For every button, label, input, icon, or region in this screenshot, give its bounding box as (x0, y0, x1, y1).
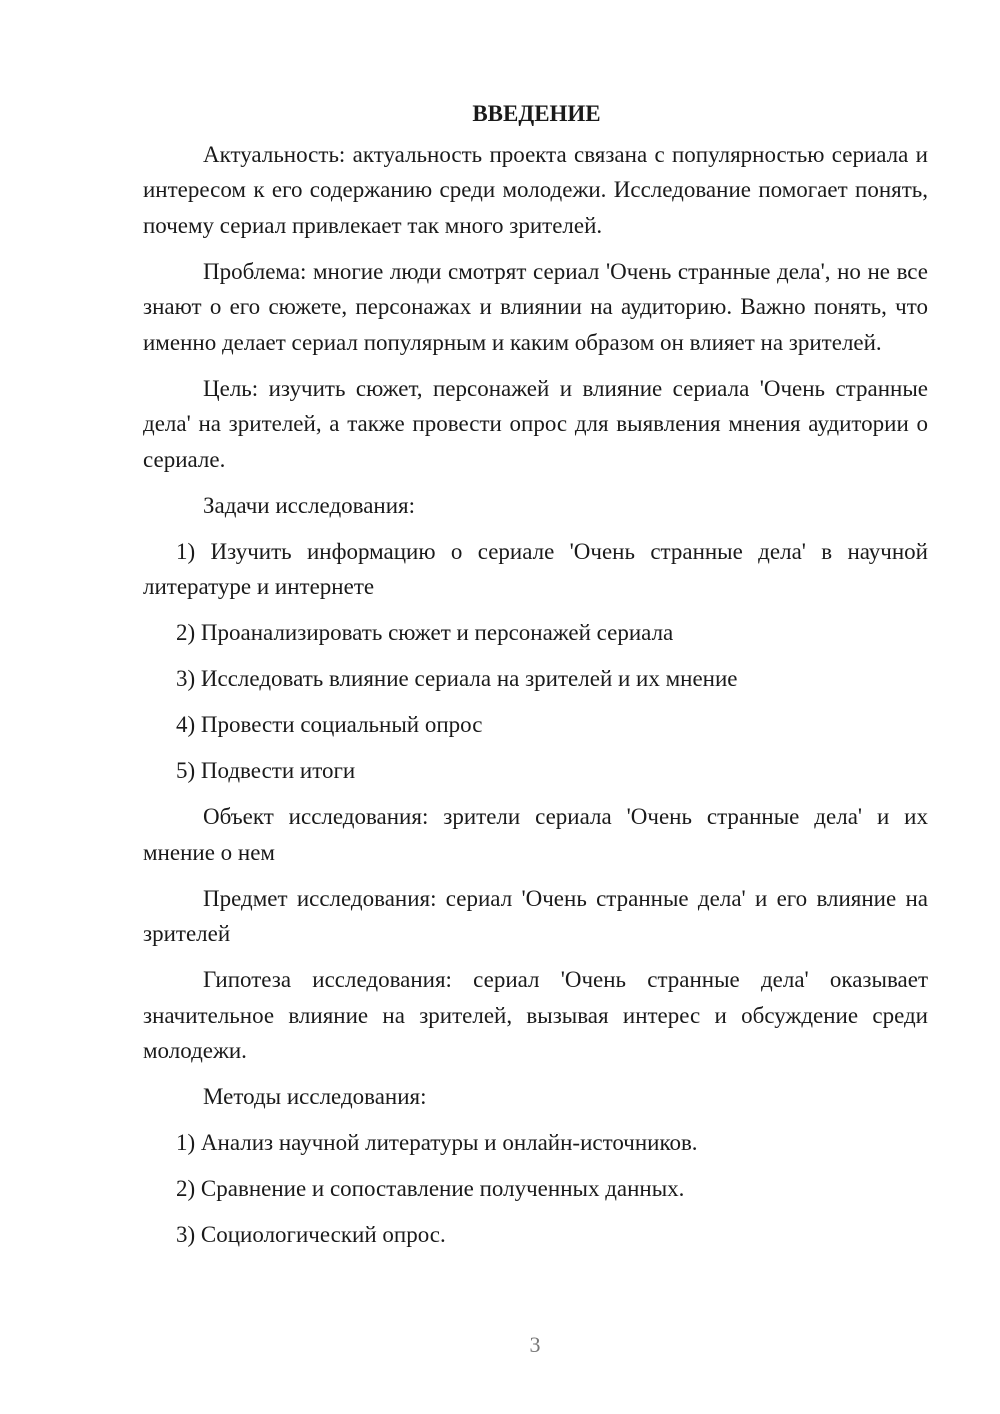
problem-paragraph: Проблема: многие люди смотрят сериал 'Очень странные дела', но не все знают о его сюжете, персонажах и влиянии на аудиторию. Важно понять, что именно делает сериал популярным и каким образом он влияет на зрителей. (143, 258, 928, 355)
hypothesis-paragraph: Гипотеза исследования: сериал 'Очень странные дела' оказывает значительное влияние на зрителей, вызывая интерес и обсуждение среди молодежи. (143, 967, 928, 1063)
subject-paragraph: Предмет исследования: сериал 'Очень странные дела' и его влияние на зрителей (143, 885, 928, 946)
task-item: 2) Проанализировать сюжет и персонажей сериала (176, 620, 674, 645)
task-item: 3) Исследовать влияние сериала на зрителей и их мнение (176, 666, 738, 691)
goal-paragraph: Цель: изучить сюжет, персонажей и влияние сериала 'Очень странные дела' на зрителей, а также провести опрос для выявления мнения аудитории о сериале. (143, 375, 928, 472)
relevance-paragraph: Актуальность: актуальность проекта связана с популярностью сериала и интересом к его содержанию среди молодежи. Исследование помогает понять, почему сериал привлекает так много зрителей. (143, 141, 928, 238)
page-number: 3 (529, 1332, 541, 1357)
method-item: 2) Сравнение и сопоставление полученных данных. (176, 1176, 685, 1201)
method-item: 1) Анализ научной литературы и онлайн-источников. (176, 1130, 698, 1155)
task-item: 5) Подвести итоги (176, 758, 356, 783)
object-paragraph: Объект исследования: зрители сериала 'Очень странные дела' и их мнение о нем (143, 804, 928, 865)
task-item: 4) Провести социальный опрос (176, 712, 483, 737)
page-content (143, 96, 928, 1263)
methods-heading: Методы исследования: (203, 1084, 427, 1109)
tasks-heading: Задачи исследования: (203, 492, 416, 518)
method-item: 3) Социологический опрос. (176, 1222, 446, 1247)
task-item: 1) Изучить информацию о сериале 'Очень странные дела' в научной литературе и интернете (143, 538, 928, 599)
section-title: ВВЕДЕНИЕ (472, 101, 601, 126)
